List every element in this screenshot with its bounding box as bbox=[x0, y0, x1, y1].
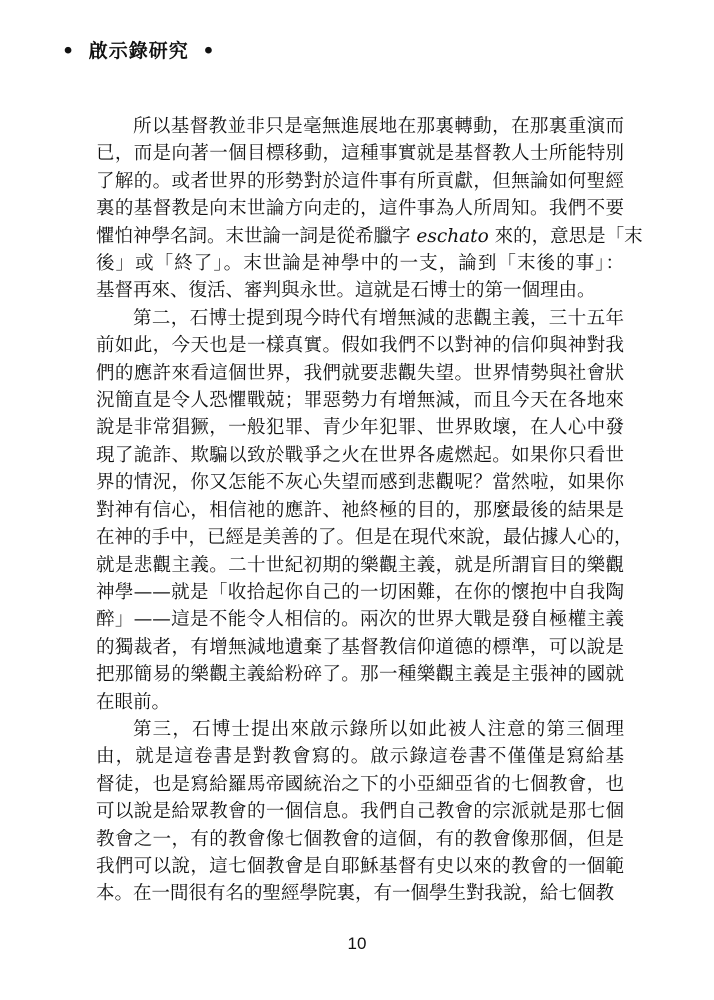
paragraph-line: 說是非常猖獗，一般犯罪、青少年犯罪、世界敗壞，在人心中發 bbox=[96, 417, 624, 439]
paragraph-line: 的獨裁者，有增無減地遺棄了基督教信仰道德的標準，可以說是 bbox=[96, 636, 624, 658]
page-body bbox=[96, 113, 643, 908]
running-header bbox=[62, 36, 216, 63]
paragraph-line: 裏的基督教是向末世論方向走的，這件事為人所周知。我們不要 bbox=[96, 198, 624, 220]
paragraph-line: 可以說是給眾教會的一個信息。我們自己教會的宗派就是那七個 bbox=[96, 801, 624, 823]
paragraph-line: 後」或「終了」。末世論是神學中的一支，論到「末後的事」： bbox=[96, 253, 624, 275]
paragraph-line: 況簡直是令人恐懼戰兢；罪惡勢力有增無減，而且今天在各地來 bbox=[96, 390, 624, 412]
header-bullet-left: • bbox=[62, 40, 76, 62]
paragraph-line: 督徒，也是寫給羅馬帝國統治之下的小亞細亞省的七個教會，也 bbox=[96, 773, 624, 795]
paragraph bbox=[96, 305, 633, 716]
paragraph-line: 了解的。或者世界的形勢對於這件事有所貢獻，但無論如何聖經 bbox=[96, 170, 624, 192]
paragraph-line: 前如此，今天也是一樣真實。假如我們不以對神的信仰與神對我 bbox=[96, 335, 624, 357]
header-title: 啟示錄研究 bbox=[88, 40, 189, 62]
paragraph-line: 對神有信心，相信祂的應許、祂終極的目的，那麼最後的結果是 bbox=[96, 499, 624, 521]
paragraph bbox=[96, 113, 643, 305]
paragraph-line: 界的情況，你又怎能不灰心失望而感到悲觀呢？當然啦，如果你 bbox=[96, 472, 624, 494]
paragraph-line: 神學——就是「收拾起你自己的一切困難，在你的懷抱中自我陶 bbox=[96, 581, 624, 603]
paragraph-line: 醉」——這是不能令人相信的。兩次的世界大戰是發自極權主義 bbox=[96, 609, 624, 631]
paragraph-line: 在眼前。 bbox=[96, 691, 171, 713]
paragraph-line: 現了詭詐、欺騙以致於戰爭之火在世界各處燃起。如果你只看世 bbox=[96, 444, 624, 466]
paragraph-line: 在神的手中，已經是美善的了。但是在現代來說，最佔據人心的， bbox=[96, 527, 633, 549]
paragraph-line: 已，而是向著一個目標移動，這種事實就是基督教人士所能特別 bbox=[96, 143, 624, 165]
paragraph-line: 第二，石博士提到現今時代有增無減的悲觀主義，三十五年 bbox=[133, 307, 624, 329]
paragraph-line: 基督再來、復活、審判與永世。這就是石博士的第一個理由。 bbox=[96, 280, 596, 302]
page-number: 10 bbox=[347, 934, 367, 953]
paragraph-line: 懼怕神學名詞。末世論一詞是從希臘字 eschato 來的，意思是「末 bbox=[96, 225, 643, 247]
paragraph-line: 所以基督教並非只是毫無進展地在那裏轉動，在那裏重演而 bbox=[133, 116, 624, 137]
paragraph bbox=[96, 716, 624, 908]
paragraph-line: 本。在一間很有名的聖經學院裏，有一個學生對我說，給七個教 bbox=[96, 883, 615, 905]
paragraph-line: 由，就是這卷書是對教會寫的。啟示錄這卷書不僅僅是寫給基 bbox=[96, 746, 624, 768]
paragraph-line: 第三，石博士提出來啟示錄所以如此被人注意的第三個理 bbox=[133, 718, 624, 740]
paragraph-line: 把那簡易的樂觀主義給粉碎了。那一種樂觀主義是主張神的國就 bbox=[96, 664, 624, 686]
paragraph-line: 們的應許來看這個世界，我們就要悲觀失望。世界情勢與社會狀 bbox=[96, 362, 624, 384]
paragraph-line: 教會之一，有的教會像七個教會的這個，有的教會像那個，但是 bbox=[96, 828, 624, 850]
paragraph-line: 我們可以說，這七個教會是自耶穌基督有史以來的教會的一個範 bbox=[96, 855, 624, 877]
paragraph-line: 就是悲觀主義。二十世紀初期的樂觀主義，就是所謂盲目的樂觀 bbox=[96, 554, 624, 576]
header-bullet-right: • bbox=[202, 40, 216, 62]
